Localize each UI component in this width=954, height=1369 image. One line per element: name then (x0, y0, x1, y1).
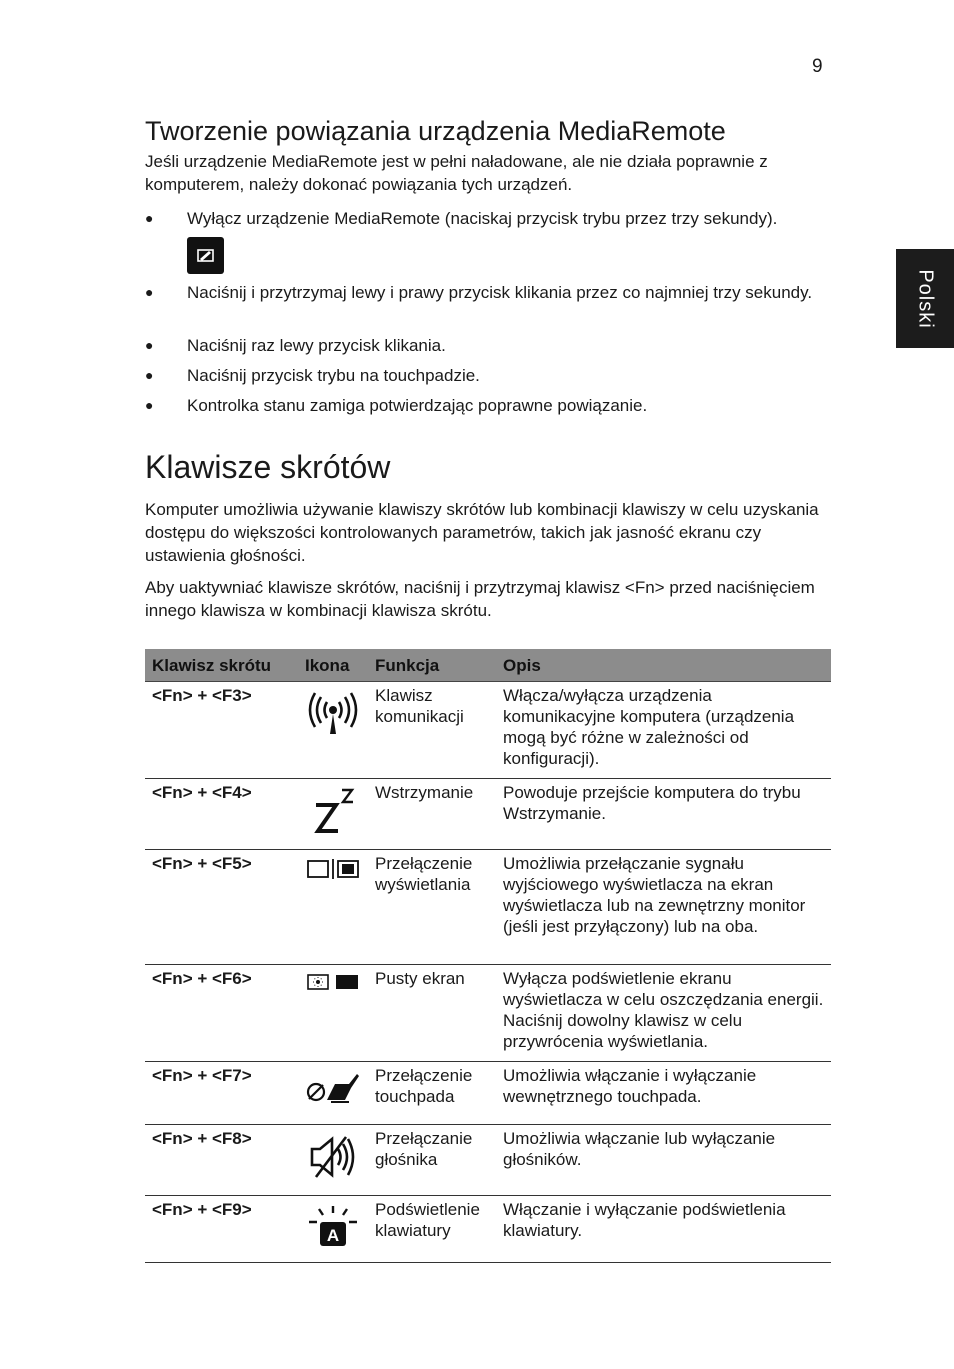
mediaremote-mode-icon (187, 237, 224, 274)
function-name: Podświetlenie klawiatury (368, 1196, 496, 1263)
function-description: Włącza/wyłącza urządzenia komunikacyjne komputera (urządzenia mogą być różne w zależności od konfiguracji). (496, 682, 831, 779)
hotkey: <Fn> + <F4> (145, 779, 298, 850)
mediaremote-intro: Jeśli urządzenie MediaRemote jest w pełni naładowane, ale nie działa poprawnie z komputerem, należy dokonać powiązania tych urządzeń. (145, 152, 768, 194)
bullet-icon: ● (145, 397, 154, 413)
bullet-icon: ● (145, 210, 154, 226)
hotkey: <Fn> + <F5> (145, 850, 298, 965)
list-item-text: Wyłącz urządzenie MediaRemote (naciskaj przycisk trybu przez trzy sekundy). (187, 209, 778, 228)
table-row (145, 1125, 831, 1196)
page-number: 9 (812, 56, 823, 77)
table-row (145, 682, 831, 779)
list-item-text: Naciśnij i przytrzymaj lewy i prawy przycisk klikania przez co najmniej trzy sekundy. (187, 283, 813, 302)
function-description: Umożliwia przełączanie sygnału wyjściowego wyświetlacza na ekran wyświetlacza lub na zewnętrzny monitor (jeśli jest przyłączony) lub na oba. (496, 850, 831, 965)
hotkey: <Fn> + <F6> (145, 965, 298, 1062)
function-name: Przełączenie wyświetlania (368, 850, 496, 965)
speaker-mute-icon (306, 1133, 360, 1186)
list-item-text: Kontrolka stanu zamiga potwierdzając poprawne powiązanie. (187, 396, 648, 415)
table-row (145, 779, 831, 850)
hotkey: <Fn> + <F9> (145, 1196, 298, 1263)
bullet-icon: ● (145, 284, 154, 300)
touchpad-toggle-icon (305, 1070, 361, 1109)
table-header-row (145, 649, 831, 682)
svg-text:A: A (326, 1226, 340, 1245)
wireless-icon (305, 690, 361, 741)
function-name: Wstrzymanie (368, 779, 496, 850)
function-name: Pusty ekran (368, 965, 496, 1062)
function-description: Wyłącza podświetlenie ekranu wyświetlacza w celu oszczędzania energii. Naciśnij dowolny klawisz w celu przywrócenia wyświetlania. (496, 965, 831, 1062)
function-name: Przełączanie głośnika (368, 1125, 496, 1196)
screen-blank-icon (306, 973, 360, 996)
function-name: Klawisz komunikacji (368, 682, 496, 779)
hotkeys-para-1: Komputer umożliwia używanie klawiszy skrótów lub kombinacji klawiszy w celu uzyskania dostępu do większości kontrolowanych parametrów, takich jak jasność ekranu czy ustawienia głośności. (145, 500, 819, 565)
hotkeys-para-2: Aby uaktywniać klawisze skrótów, naciśnij i przytrzymaj klawisz <Fn> przed naciśnięciem innego klawisza w kombinacji klawisza skrótu. (145, 578, 815, 620)
list-item-text: Naciśnij przycisk trybu na touchpadzie. (187, 366, 480, 385)
section-title-hotkeys: Klawisze skrótów (145, 449, 391, 485)
hotkey: <Fn> + <F7> (145, 1062, 298, 1125)
table-row (145, 965, 831, 1062)
function-description: Powoduje przejście komputera do trybu Wstrzymanie. (496, 779, 831, 850)
language-tab (896, 249, 954, 348)
hotkey: <Fn> + <F8> (145, 1125, 298, 1196)
sleep-icon (308, 787, 358, 840)
display-toggle-icon (306, 858, 360, 885)
function-description: Umożliwia włączanie i wyłączanie wewnętrznego touchpada. (496, 1062, 831, 1125)
table-row (145, 850, 831, 965)
hotkey: <Fn> + <F3> (145, 682, 298, 779)
language-tab-label: Polski (914, 268, 937, 329)
bullet-icon: ● (145, 337, 154, 353)
list-item-text: Naciśnij raz lewy przycisk klikania. (187, 336, 446, 355)
function-name: Przełączenie touchpada (368, 1062, 496, 1125)
bullet-icon: ● (145, 367, 154, 383)
column-header: Klawisz skrótu (145, 649, 298, 682)
column-header: Opis (496, 649, 831, 682)
table-row (145, 1196, 831, 1263)
function-description: Umożliwia włączanie lub wyłączanie głośników. (496, 1125, 831, 1196)
keyboard-backlight-icon (305, 1204, 361, 1253)
table-row (145, 1062, 831, 1125)
column-header: Ikona (298, 649, 368, 682)
column-header: Funkcja (368, 649, 496, 682)
function-description: Włączanie i wyłączanie podświetlenia klawiatury. (496, 1196, 831, 1263)
section-title-mediaremote: Tworzenie powiązania urządzenia MediaRemote (145, 116, 726, 146)
hotkeys-table (145, 649, 831, 1263)
